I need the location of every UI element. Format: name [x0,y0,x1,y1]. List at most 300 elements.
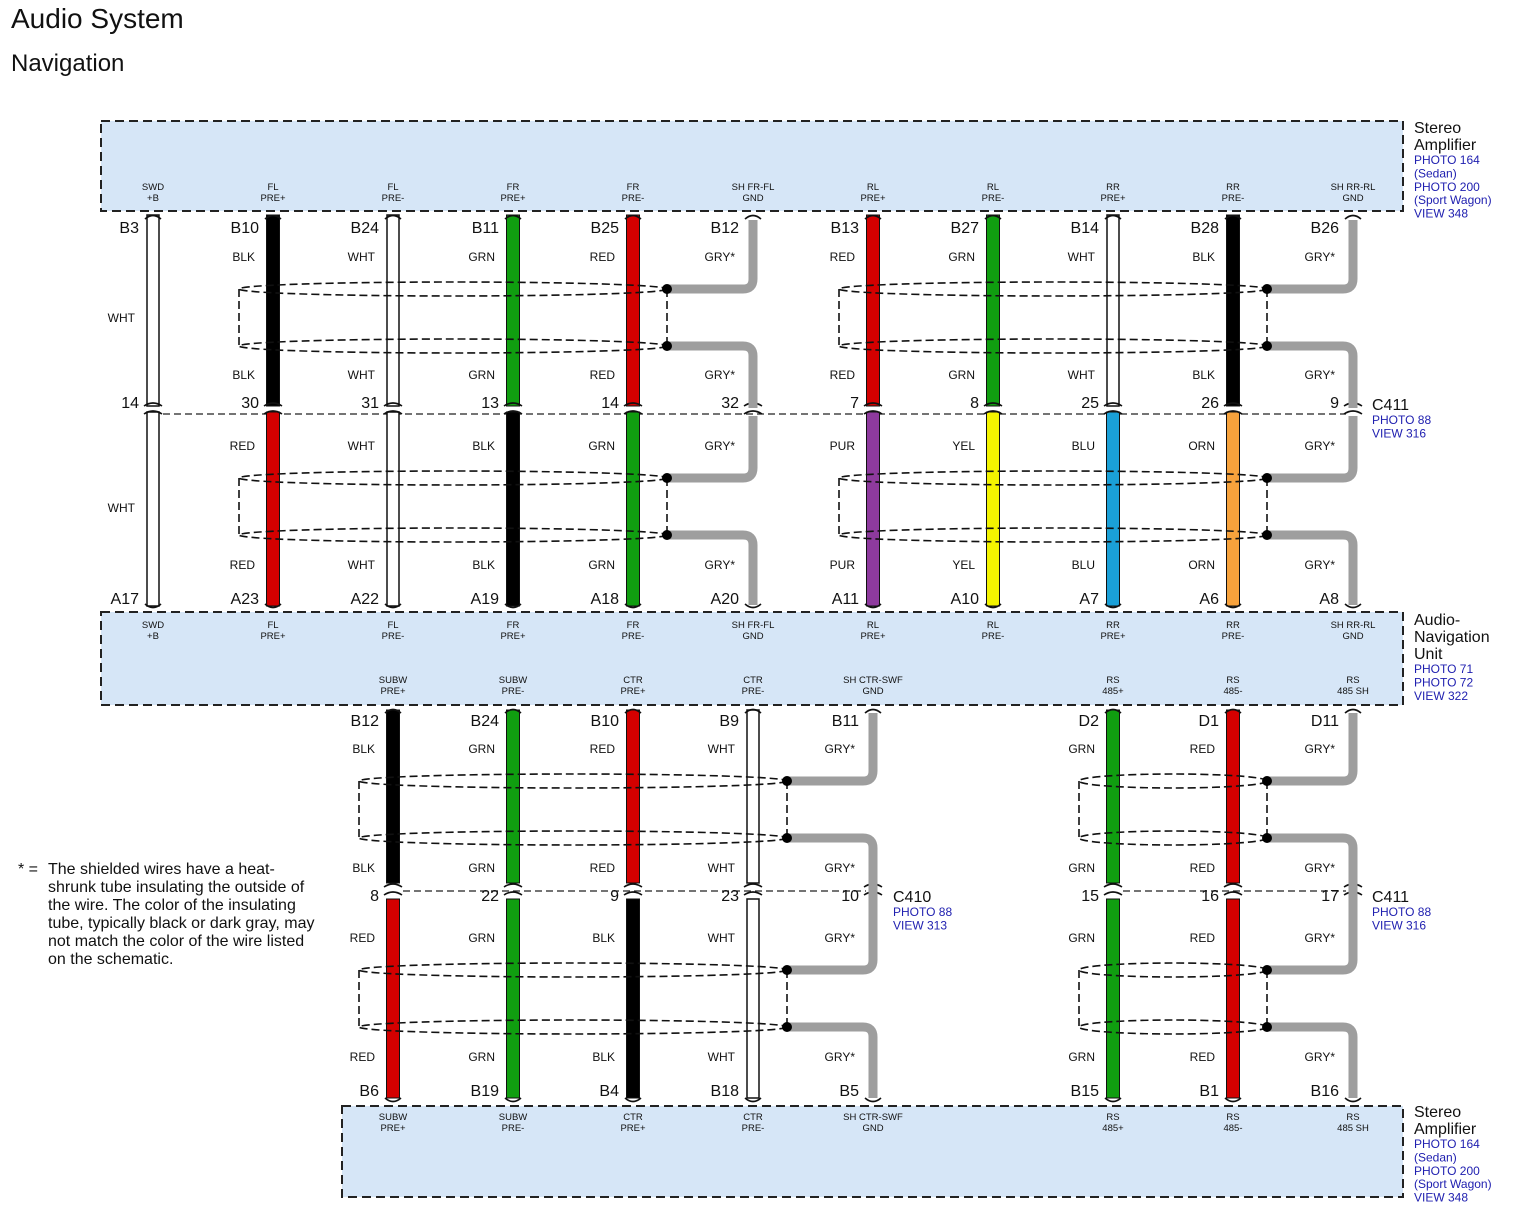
upper-wire-5-mid-pin: 32 [721,395,739,412]
shield-ctr-swf-bottom-node-b [782,1022,792,1032]
stereo-amplifier-bottom-ref-3: (Sport Wagon) [1414,1177,1492,1192]
amp-top-signal-0-b: +B [147,193,159,204]
lower-wire-6-bottom [1227,899,1240,1098]
nav-signal-lower-1-a: SUBW [498,675,528,686]
stereo-amplifier-bottom-ref-2: PHOTO 200 [1414,1163,1480,1178]
shield-ctr-swf-bottom-node-a [782,965,792,975]
upper-wire-2-bottom-pin: A22 [350,591,379,608]
upper-wire-10-top-label-1: GRY* [1304,368,1335,382]
connector-c411-bottom-ref-0: PHOTO 88 [1372,905,1432,919]
lower-wire-5-top-label-0: GRN [1068,742,1095,756]
amp-bottom-signal-4-b: GND [862,1123,884,1134]
lower-wire-6-bottom-terminal [1225,1098,1241,1102]
lower-wire-3-top-label-1: WHT [707,861,735,875]
connector-c410-label: C410 [893,889,932,906]
upper-wire-5-top-pin: B12 [710,220,739,237]
stereo-amplifier-top-ref-1: (Sedan) [1414,166,1457,181]
stereo-amplifier-top-ref-4: VIEW 348 [1414,206,1469,221]
lower-wire-3-mid-pin: 23 [721,888,739,905]
lower-wire-0-bottom [387,899,400,1098]
lower-wire-1-top [507,710,520,883]
shield-fr-fl-bottom-node-b [662,530,672,540]
nav-signal-lower-3-b: PRE- [741,686,765,697]
nav-signal-lower-1-b: PRE- [501,686,525,697]
upper-wire-9-top-label-0: BLK [1192,250,1215,264]
upper-wire-7-bottom-label-1: YEL [952,558,975,572]
shield-ctr-swf-top-ellipse-bottom [359,831,787,845]
nav-signal-lower-2-b: PRE+ [620,686,646,697]
lower-wire-4-bottom-label-0: GRY* [824,931,855,945]
lower-wire-0-connector-chevron-bottom [384,892,402,895]
stereo-amplifier-bottom-ref-4: VIEW 348 [1414,1190,1469,1205]
amp-bottom-signal-0-a: SUBW [378,1112,408,1123]
upper-wire-6-top [867,215,880,406]
lower-wire-7-top-label-1: GRY* [1304,861,1335,875]
lower-wire-7-top-label-0: GRY* [1304,742,1335,756]
nav-signal-lower-3-a: CTR [743,675,763,686]
amp-bottom-signal-1-b: PRE- [501,1123,525,1134]
nav-signal-upper-5-a: SH FR-FL [731,620,775,631]
lower-wire-1-bottom-pin: B19 [470,1083,499,1100]
upper-wire-6-bottom-label-0: PUR [829,439,855,453]
upper-wire-10-mid-pin: 9 [1330,395,1339,412]
lower-wire-4-bottom-label-1: GRY* [824,1050,855,1064]
upper-wire-4-top-pin: B25 [590,220,619,237]
lower-wire-6-mid-pin: 16 [1201,888,1219,905]
upper-wire-7-bottom-label-0: YEL [952,439,975,453]
stereo-amplifier-top-name-1: Amplifier [1414,137,1477,154]
shield-fr-fl-bottom-node-a [662,473,672,483]
amp-bottom-signal-6-a: RS [1226,1112,1240,1123]
connector-c411-bottom-ref-1: VIEW 316 [1372,918,1427,933]
lower-wire-1-connector-chevron-top [504,884,522,887]
upper-wire-9-bottom-label-1: ORN [1188,558,1215,572]
nav-signal-upper-2-a: FL [387,620,399,631]
connector-c411-top-ref-0: PHOTO 88 [1372,413,1432,427]
lower-wire-1-bottom-label-1: GRN [468,1050,495,1064]
upper-wire-7-top-label-1: GRN [948,368,975,382]
nav-signal-lower-2-a: CTR [623,675,643,686]
connector-c411-top-label: C411 [1372,397,1410,414]
amp-top-signal-9-a: RR [1226,182,1240,193]
upper-wire-4-bottom-pin: A18 [590,591,619,608]
lower-wire-3-top-label-0: WHT [707,742,735,756]
nav-signal-upper-10-b: GND [1342,631,1364,642]
upper-wire-10-top-pin: B26 [1310,220,1339,237]
upper-wire-8-bottom-pin: A7 [1079,591,1099,608]
lower-wire-7-bottom-terminal [1345,1098,1361,1102]
shield-fr-fl-top-node-b [662,341,672,351]
amp-top-signal-6-a: RL [866,182,880,193]
lower-wire-6-bottom-label-1: RED [1189,1050,1215,1064]
lower-wire-4-bottom-pin: B5 [839,1083,859,1100]
lower-wire-5-top [1107,710,1120,883]
nav-signal-upper-5-b: GND [742,631,764,642]
lower-wire-3-bottom-pin: B18 [710,1083,739,1100]
lower-wire-7-top-pin: D11 [1310,713,1339,730]
connector-c410-ref-0: PHOTO 88 [893,905,953,919]
shield-rr-rl-bottom-ellipse-bottom [839,528,1267,542]
amp-top-signal-3-b: PRE+ [500,193,526,204]
audio-navigation-unit-ref-0: PHOTO 71 [1414,662,1474,676]
amp-top-signal-7-a: RL [986,182,1000,193]
lower-wire-1-top-label-0: GRN [468,742,495,756]
lower-wire-1-top-label-1: GRN [468,861,495,875]
lower-wire-1-bottom [507,899,520,1098]
lower-wire-0-top-label-0: BLK [352,742,375,756]
upper-wire-7-top-pin: B27 [950,220,979,237]
upper-wire-3-bottom-pin: A19 [470,591,499,608]
amp-bottom-signal-7-a: RS [1346,1112,1360,1123]
lower-wire-7-bottom-label-1: GRY* [1304,1050,1335,1064]
lower-wire-2-bottom-pin: B4 [599,1083,619,1100]
upper-wire-5-top-label-0: GRY* [704,250,735,264]
lower-wire-6-bottom-pin: B1 [1199,1083,1219,1100]
lower-wire-0-bottom-label-1: RED [349,1050,375,1064]
connector-c411-bottom-label: C411 [1372,889,1410,906]
amp-top-signal-8-b: PRE+ [1100,193,1126,204]
upper-wire-0-top-label-0: WHT [107,311,135,325]
stereo-amplifier-top-ref-0: PHOTO 164 [1414,153,1480,167]
lower-wire-5-top-label-1: GRN [1068,861,1095,875]
lower-wire-5-bottom-label-1: GRN [1068,1050,1095,1064]
upper-wire-9-bottom-pin: A6 [1199,591,1219,608]
upper-wire-0-bottom-pin: A17 [110,591,139,608]
nav-signal-lower-4-a: SH CTR-SWF [843,675,903,686]
lower-wire-1-bottom-label-0: GRN [468,931,495,945]
upper-wire-0-top [147,215,159,406]
upper-wire-9-bottom [1227,412,1240,606]
nav-signal-lower-7-b: 485 SH [1337,686,1369,697]
lower-wire-1-connector-chevron-bottom [504,892,522,895]
upper-wire-6-top-label-1: RED [829,368,855,382]
lower-wire-2-top-label-1: RED [589,861,615,875]
lower-wire-2-mid-pin: 9 [610,888,619,905]
lower-wire-3-bottom [747,899,759,1098]
shielded-wire-note [18,861,318,969]
lower-wire-6-top-pin: D1 [1198,713,1219,730]
amp-top-signal-0-a: SWD [141,182,165,193]
lower-wire-4-top-label-1: GRY* [824,861,855,875]
lower-wire-1-top-pin: B24 [470,713,499,730]
upper-wire-10-bottom-label-1: GRY* [1304,558,1335,572]
lower-wire-6-top-label-0: RED [1189,742,1215,756]
upper-wire-9-top [1227,215,1240,406]
shield-ctr-swf-top-ellipse-top [359,774,787,788]
upper-wire-6-mid-pin: 7 [850,395,859,412]
lower-wire-5-bottom-label-0: GRN [1068,931,1095,945]
nav-signal-upper-9-a: RR [1226,620,1240,631]
lower-wire-3-connector-chevron-top [744,884,762,887]
shield-rs-bottom-node-b [1262,1022,1272,1032]
amp-bottom-signal-5-b: 485+ [1102,1123,1124,1134]
lower-wire-3-top-pin: B9 [719,713,739,730]
upper-wire-3-top-label-0: GRN [468,250,495,264]
upper-wire-4-bottom-label-1: GRN [588,558,615,572]
nav-signal-upper-3-a: FR [506,620,520,631]
stereo-amplifier-top-ref-2: PHOTO 200 [1414,179,1480,194]
nav-signal-lower-6-b: 485- [1223,686,1243,697]
upper-wire-0-bottom-label-0: WHT [107,501,135,515]
upper-wire-6-bottom-pin: A11 [831,591,859,608]
lower-wire-2-bottom-terminal [625,1098,641,1102]
nav-signal-lower-5-a: RS [1106,675,1120,686]
shield-fr-fl-bottom-ellipse-bottom [239,528,667,542]
lower-wire-7-mid-pin: 17 [1321,888,1339,905]
nav-signal-lower-6-a: RS [1226,675,1240,686]
nav-signal-upper-7-b: PRE- [981,631,1005,642]
nav-signal-upper-4-a: FR [626,620,640,631]
shield-fr-fl-top-node-a [662,284,672,294]
nav-signal-upper-0-a: SWD [141,620,165,631]
upper-wire-10-bottom-pin: A8 [1319,591,1339,608]
audio-navigation-unit-name-1: Navigation [1414,629,1490,646]
upper-wire-1-bottom [267,412,280,606]
audio-navigation-unit-name-2: Unit [1414,646,1443,663]
upper-wire-1-bottom-pin: A23 [230,591,259,608]
upper-wire-5-top-terminal [745,216,761,220]
lower-wire-5-mid-pin: 15 [1081,888,1099,905]
nav-signal-lower-0-b: PRE+ [380,686,406,697]
upper-wire-2-bottom-label-0: WHT [347,439,375,453]
lower-wire-0-top [387,710,400,883]
lower-wire-1-bottom-terminal [505,1098,521,1102]
upper-wire-1-mid-pin: 30 [241,395,259,412]
upper-wire-2-bottom-label-1: WHT [347,558,375,572]
upper-wire-7-bottom [987,412,1000,606]
amp-top-signal-5-a: SH FR-FL [731,182,775,193]
upper-wire-1-bottom-label-1: RED [229,558,255,572]
amp-top-signal-1-b: PRE+ [260,193,286,204]
lower-wire-3-top [747,710,759,883]
upper-wire-6-bottom [867,412,880,606]
lower-wire-7-bottom-pin: B16 [1310,1083,1339,1100]
lower-wire-2-top-pin: B10 [590,713,619,730]
nav-signal-upper-8-a: RR [1106,620,1120,631]
lower-wire-4-bottom-terminal [865,1098,881,1102]
upper-wire-7-top [987,215,1000,406]
upper-wire-4-top-label-0: RED [589,250,615,264]
lower-wire-0-mid-pin: 8 [370,888,379,905]
lower-wire-0-top-label-1: BLK [352,861,375,875]
shield-rr-rl-top-node-b [1262,341,1272,351]
upper-wire-3-top [507,215,520,406]
lower-wire-4-top-label-0: GRY* [824,742,855,756]
nav-signal-upper-1-a: FL [267,620,279,631]
upper-wire-3-mid-pin: 13 [481,395,499,412]
page-subtitle: Navigation [11,50,125,77]
amp-top-signal-9-b: PRE- [1221,193,1245,204]
amp-bottom-signal-0-b: PRE+ [380,1123,406,1134]
lower-wire-2-bottom-label-1: BLK [592,1050,615,1064]
lower-wire-4-top-terminal [865,710,881,714]
shield-rr-rl-top-node-a [1262,284,1272,294]
lower-wire-4-top-pin: B11 [831,713,859,730]
upper-wire-6-top-label-0: RED [829,250,855,264]
upper-wire-2-top-label-1: WHT [347,368,375,382]
audio-navigation-unit-name-0: Audio- [1414,612,1461,629]
upper-wire-1-top-pin: B10 [230,220,259,237]
amp-bottom-signal-2-a: CTR [623,1112,643,1123]
upper-wire-7-top-label-0: GRN [948,250,975,264]
page-title: Audio System [11,3,184,34]
lower-wire-6-connector-chevron-top [1224,884,1242,887]
lower-wire-2-connector-chevron-top [624,884,642,887]
stereo-amplifier-bottom-ref-0: PHOTO 164 [1414,1137,1480,1151]
nav-signal-upper-6-b: PRE+ [860,631,886,642]
lower-wire-6-top-label-1: RED [1189,861,1215,875]
amp-bottom-signal-3-b: PRE- [741,1123,765,1134]
lower-wire-5-bottom-terminal [1105,1098,1121,1102]
upper-wire-8-top [1107,215,1119,406]
shield-rr-rl-bottom-node-a [1262,473,1272,483]
lower-wire-2-top-label-0: RED [589,742,615,756]
stereo-amplifier-bottom-ref-1: (Sedan) [1414,1150,1457,1165]
shield-ctr-swf-bottom-ellipse-bottom [359,1020,787,1034]
upper-wire-9-mid-pin: 26 [1201,395,1219,412]
upper-wire-9-bottom-label-0: ORN [1188,439,1215,453]
stereo-amplifier-bottom-name-1: Amplifier [1414,1121,1477,1138]
shield-ctr-swf-bottom-ellipse-top [359,963,787,977]
lower-wire-5-connector-chevron-top [1104,884,1122,887]
upper-wire-3-bottom-label-1: BLK [472,558,495,572]
upper-wire-1-top [267,215,280,406]
upper-wire-3-top-pin: B11 [471,220,499,237]
upper-wire-2-top-pin: B24 [350,220,379,237]
shield-fr-fl-bottom-ellipse-top [239,471,667,485]
nav-signal-upper-10-a: SH RR-RL [1330,620,1376,631]
upper-wire-9-top-pin: B28 [1190,220,1219,237]
upper-wire-0-top-pin: B3 [119,220,139,237]
stereo-amplifier-bottom-name-0: Stereo [1414,1104,1462,1121]
upper-wire-1-top-label-0: BLK [232,250,255,264]
upper-wire-4-top-label-1: RED [589,368,615,382]
upper-wire-2-mid-pin: 31 [361,395,379,412]
shield-ctr-swf-top-node-b [782,833,792,843]
upper-wire-6-bottom-label-1: PUR [829,558,855,572]
shield-fr-fl-top-ellipse-top [239,282,667,296]
upper-wire-4-bottom-label-0: GRN [588,439,615,453]
upper-wire-6-top-pin: B13 [830,220,859,237]
shield-rr-rl-top-ellipse-bottom [839,339,1267,353]
amp-top-signal-3-a: FR [506,182,520,193]
upper-wire-7-bottom-pin: A10 [950,591,979,608]
nav-signal-upper-2-b: PRE- [381,631,405,642]
upper-wire-2-top-label-0: WHT [347,250,375,264]
lower-wire-3-bottom-label-1: WHT [707,1050,735,1064]
upper-wire-8-bottom-label-0: BLU [1071,439,1095,453]
upper-wire-10-bottom-label-0: GRY* [1304,439,1335,453]
nav-signal-upper-6-a: RL [866,620,880,631]
amp-top-signal-10-a: SH RR-RL [1330,182,1376,193]
lower-wire-2-connector-chevron-bottom [624,892,642,895]
upper-wire-3-bottom [507,412,520,606]
connector-c410-ref-1: VIEW 313 [893,918,948,933]
lower-wire-5-bottom [1107,899,1120,1098]
nav-signal-upper-9-b: PRE- [1221,631,1245,642]
upper-wire-3-top-label-1: GRN [468,368,495,382]
upper-wire-10-top-label-0: GRY* [1304,250,1335,264]
amp-top-signal-10-b: GND [1342,193,1364,204]
lower-wire-1-mid-pin: 22 [481,888,499,905]
lower-wire-6-bottom-label-0: RED [1189,931,1215,945]
upper-wire-5-bottom-label-0: GRY* [704,439,735,453]
audio-navigation-unit-ref-2: VIEW 322 [1414,688,1469,703]
lower-wire-0-bottom-pin: B6 [359,1083,379,1100]
lower-wire-3-bottom-label-0: WHT [707,931,735,945]
amp-top-signal-4-a: FR [626,182,640,193]
upper-wire-10-connector-chevron-bottom [1344,411,1362,414]
amp-bottom-signal-3-a: CTR [743,1112,763,1123]
lower-wire-7-bottom-label-0: GRY* [1304,931,1335,945]
nav-signal-lower-5-b: 485+ [1102,686,1124,697]
lower-wire-2-top [627,710,640,883]
upper-wire-5-bottom-pin: A20 [710,591,739,608]
note-mark: * = [18,861,39,878]
lower-wire-0-bottom-label-0: RED [349,931,375,945]
upper-wire-9-top-label-1: BLK [1192,368,1215,382]
shield-rs-bottom-node-a [1262,965,1272,975]
stereo-amplifier-top-name-0: Stereo [1414,120,1462,137]
upper-wire-8-bottom [1107,412,1120,606]
amp-top-signal-5-b: GND [742,193,764,204]
upper-wire-3-bottom-label-0: BLK [472,439,495,453]
shield-ctr-swf-top-node-a [782,776,792,786]
nav-signal-upper-3-b: PRE+ [500,631,526,642]
shield-rs-top-node-a [1262,776,1272,786]
upper-wire-8-top-label-1: WHT [1067,368,1095,382]
amp-top-signal-6-b: PRE+ [860,193,886,204]
upper-wire-0-bottom [147,412,159,606]
lower-wire-5-top-pin: D2 [1078,713,1099,730]
upper-wire-7-mid-pin: 8 [970,395,979,412]
amp-top-signal-2-a: FL [387,182,399,193]
note-text: The shielded wires have a heat-shrunk tube insulating the outside of the wire. The color of the insulating tube, typically black or dark gray, may not match the color of the wire listed on the schematic. [48,861,315,968]
upper-wire-8-bottom-label-1: BLU [1071,558,1095,572]
lower-wire-6-connector-chevron-bottom [1224,892,1242,895]
upper-wire-0-mid-pin: 14 [121,395,139,412]
upper-wire-4-mid-pin: 14 [601,395,619,412]
amp-top-signal-8-a: RR [1106,182,1120,193]
lower-wire-6-top [1227,710,1240,883]
lower-wire-0-top-pin: B12 [350,713,379,730]
upper-wire-8-mid-pin: 25 [1081,395,1099,412]
nav-signal-upper-7-a: RL [986,620,1000,631]
amp-bottom-signal-6-b: 485- [1223,1123,1243,1134]
shield-rs-top-node-b [1262,833,1272,843]
shield-rr-rl-bottom-ellipse-top [839,471,1267,485]
upper-wire-10-top-terminal [1345,216,1361,220]
upper-wire-2-top [387,215,399,406]
nav-signal-upper-1-b: PRE+ [260,631,286,642]
nav-signal-lower-7-a: RS [1346,675,1360,686]
upper-wire-8-top-pin: B14 [1070,220,1099,237]
amp-bottom-signal-7-b: 485 SH [1337,1123,1369,1134]
shield-fr-fl-top-ellipse-bottom [239,339,667,353]
nav-signal-upper-8-b: PRE+ [1100,631,1126,642]
shield-rr-rl-top-ellipse-top [839,282,1267,296]
lower-wire-2-bottom-label-0: BLK [592,931,615,945]
lower-wire-2-bottom [627,899,640,1098]
nav-signal-upper-0-b: +B [147,631,159,642]
shield-rr-rl-bottom-node-b [1262,530,1272,540]
lower-wire-4-mid-pin: 10 [841,888,859,905]
upper-wire-5-top-label-1: GRY* [704,368,735,382]
amp-top-signal-4-b: PRE- [621,193,645,204]
audio-navigation-unit-ref-1: PHOTO 72 [1414,675,1474,690]
upper-wire-4-bottom [627,412,640,606]
nav-signal-lower-0-a: SUBW [378,675,408,686]
